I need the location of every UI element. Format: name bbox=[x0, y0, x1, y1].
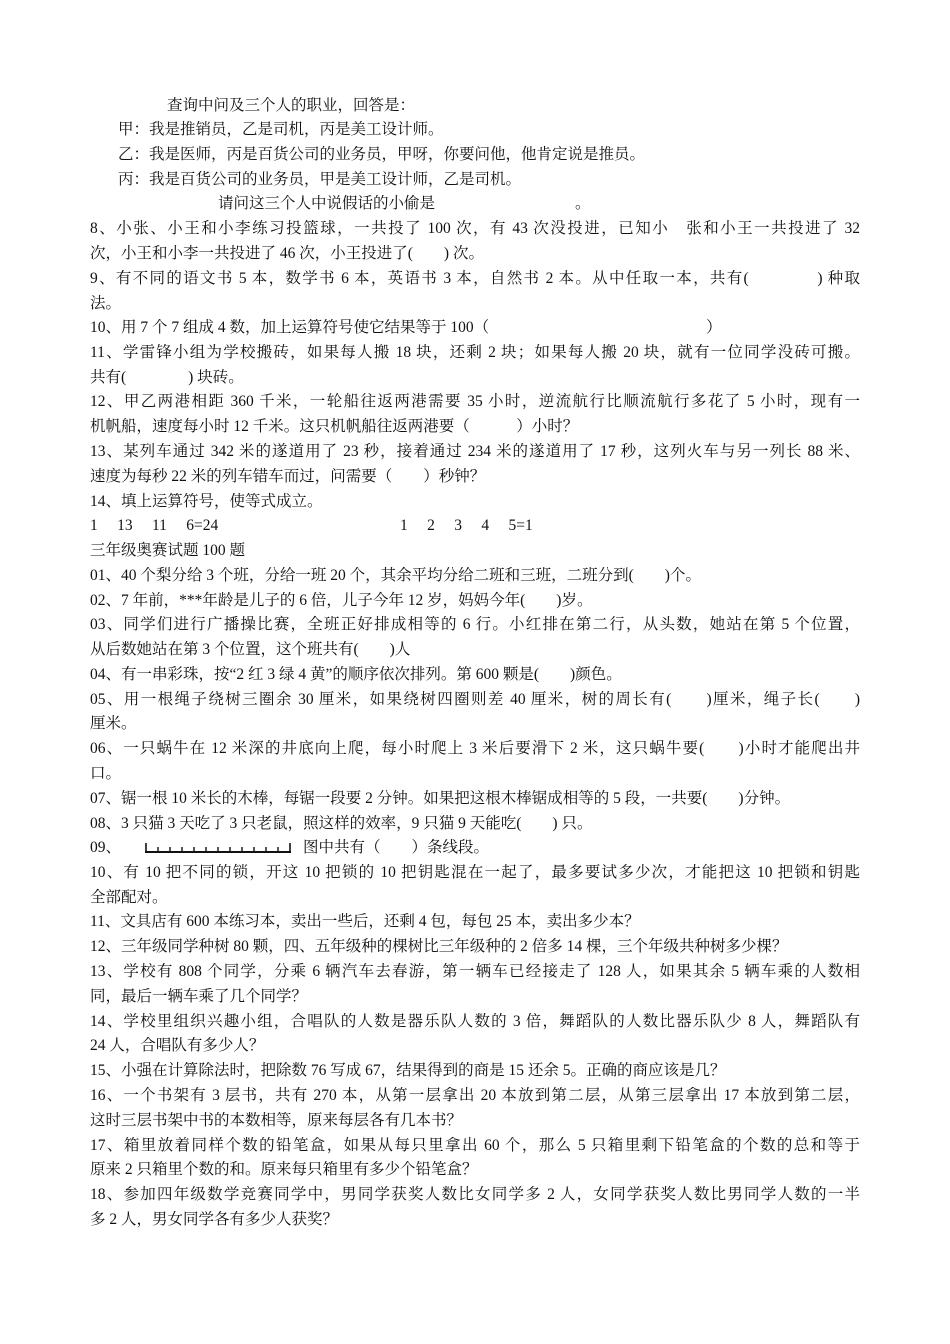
q09-text: 图中共有（ ）条线段。 bbox=[303, 839, 490, 856]
q06-line-1: 06、一只蜗牛在 12 米深的井底向上爬，每小时爬上 3 米后要滑下 2 米，这只蜗牛要( )小时才能爬出井 bbox=[90, 740, 860, 757]
problem-11-line-1: 11、学雷锋小组为学校搬砖，如果每人搬 18 块，还剩 2 块；如果每人搬 20 块，就有一位同学没砖可搬。 bbox=[90, 344, 860, 361]
problem-14: 14、填上运算符号，使等式成立。 bbox=[90, 493, 323, 510]
question-liar bbox=[218, 192, 950, 216]
q12: 12、三年级同学种树 80 颗，四、五年级种的棵树比三年级种的 2 倍多 14 棵，三个年级共种树多少棵？ bbox=[90, 938, 788, 955]
question-liar-text: 请问这三个人中说假话的小偷是 bbox=[218, 195, 436, 212]
q14-line-2: 24 人，合唱队有多少人？ bbox=[90, 1037, 265, 1054]
q01: 01、40 个梨分给 3 个班，分给一班 20 个，其余平均分给二班和三班，二班分到( )个。 bbox=[90, 567, 701, 584]
q09 bbox=[90, 836, 860, 860]
equation-2: 1 2 3 4 5=1 bbox=[400, 517, 533, 534]
problem-10: 10、用 7 个 7 组成 4 数，加上运算符号使它结果等于 100（ ） bbox=[90, 319, 722, 336]
problem-9-line-2: 法。 bbox=[90, 295, 122, 312]
q18-line-1: 18、参加四年级数学竞赛同学中，男同学获奖人数比女同学多 2 人，女同学获奖人数比男同学人数的一半 bbox=[90, 1186, 860, 1203]
statement-bing: 丙：我是百货公司的业务员，甲是美工设计师，乙是司机。 bbox=[118, 171, 522, 188]
intro-line: 查询中问及三个人的职业，回答是： bbox=[167, 97, 416, 114]
statement-yi: 乙：我是医师，丙是百货公司的业务员，甲呀，你要问他，他肯定说是推员。 bbox=[118, 146, 646, 163]
problem-11-line-2: 共有( ) 块砖。 bbox=[90, 369, 244, 386]
problem-13-line-1: 13、某列车通过 342 米的遂道用了 23 秒，接着通过 234 米的遂道用了 17 秒，这列火车与另一列长 88 米、 bbox=[90, 443, 860, 460]
q10-line-1: 10、有 10 把不同的锁，开这 10 把锁的 10 把钥匙混在一起了，最多要试多少次，才能把这 10 把锁和钥匙 bbox=[90, 864, 860, 881]
q13-line-1: 13、学校有 808 个同学，分乘 6 辆汽车去春游，第一辆车已经接走了 128 人，如果其余 5 辆车乘的人数相 bbox=[90, 963, 860, 980]
equation-1: 1 13 11 6=24 bbox=[90, 517, 219, 534]
q16-line-2: 这时三层书架中书的本数相等，原来每层各有几本书？ bbox=[90, 1112, 463, 1129]
q05-line-2: 厘米。 bbox=[90, 715, 137, 732]
q13-line-2: 同，最后一辆车乘了几个同学？ bbox=[90, 988, 308, 1005]
problem-9-line-1: 9、有不同的语文书 5 本，数学书 6 本，英语书 3 本，自然书 2 本。从中任取一本，共有( ) 种取 bbox=[90, 270, 860, 287]
section-title: 三年级奥赛试题 100 题 bbox=[90, 542, 246, 559]
q02: 02、7 年前，***年龄是儿子的 6 倍，儿子今年 12 岁，妈妈今年( )岁。 bbox=[90, 592, 593, 609]
q16-line-1: 16、一个书架有 3 层书，共有 270 本，从第一层拿出 20 本放到第二层，从第三层拿出 17 本放到第二层， bbox=[90, 1087, 860, 1104]
q18-line-2: 多 2 人，男女同学各有多少人获奖？ bbox=[90, 1211, 339, 1228]
problem-8-line-2: 次，小王和小李一共投进了 46 次，小王投进了( ) 次。 bbox=[90, 245, 484, 262]
q17-line-1: 17、箱里放着同样个数的铅笔盒，如果从每只里拿出 60 个，那么 5 只箱里剩下铅笔盒的个数的总和等于 bbox=[90, 1137, 860, 1154]
q11: 11、文具店有 600 本练习本，卖出一些后，还剩 4 包，每包 25 本，卖出多少本？ bbox=[90, 913, 640, 930]
q10-line-2: 全部配对。 bbox=[90, 889, 168, 906]
q03-line-2: 从后数她站在第 3 个位置，这个班共有( )人 bbox=[90, 641, 411, 658]
statement-jia: 甲：我是推销员，乙是司机，丙是美工设计师。 bbox=[118, 121, 444, 138]
q07: 07、锯一根 10 米长的木棒，每锯一段要 2 分钟。如果把这根木棒锯成相等的 5 段，一共要( )分钟。 bbox=[90, 790, 791, 807]
q03-line-1: 03、同学们进行广播操比赛，全班正好排成相等的 6 行。小红排在第二行，从头数，她站在第 5 个位置， bbox=[90, 616, 860, 633]
q08: 08、3 只猫 3 天吃了 3 只老鼠，照这样的效率，9 只猫 9 天能吃( ) 只。 bbox=[90, 815, 593, 832]
problem-8-line-1: 8、小张、小王和小李练习投篮球，一共投了 100 次，有 43 次没投进，已知小 张和小王一共投进了 32 bbox=[90, 220, 860, 237]
q15: 15、小强在计算除法时，把除数 76 写成 67，结果得到的商是 15 还余 5。正确的商应该是几？ bbox=[90, 1062, 726, 1079]
problem-12-line-2: 机帆船，速度每小时 12 千米。这只机帆船往返两港要（ ）小时？ bbox=[90, 418, 579, 435]
segment-ruler-icon bbox=[143, 842, 293, 854]
question-liar-end: 。 bbox=[575, 195, 591, 212]
q09-number: 09、 bbox=[90, 839, 122, 856]
q05-line-1: 05、用一根绳子绕树三圈余 30 厘米，如果绕树四圈则差 40 厘米，树的周长有( )厘米，绳子长( ) bbox=[90, 691, 860, 708]
q17-line-2: 原来 2 只箱里个数的和。原来每只箱里有多少个铅笔盒？ bbox=[90, 1161, 478, 1178]
problem-12-line-1: 12、甲乙两港相距 360 千米，一轮船往返两港需要 35 小时，逆流航行比顺流航行多花了 5 小时，现有一 bbox=[90, 393, 860, 410]
q14-line-1: 14、学校里组织兴趣小组，合唱队的人数是器乐队人数的 3 倍，舞蹈队的人数比器乐队少 8 人，舞蹈队有 bbox=[90, 1013, 860, 1030]
q06-line-2: 口。 bbox=[90, 765, 122, 782]
problem-13-line-2: 速度为每秒 22 米的列车错车而过，问需要（ ）秒钟？ bbox=[90, 468, 486, 485]
q04: 04、有一串彩珠，按“2 红 3 绿 4 黄”的顺序依次排列。第 600 颗是( )颜色。 bbox=[90, 666, 622, 683]
